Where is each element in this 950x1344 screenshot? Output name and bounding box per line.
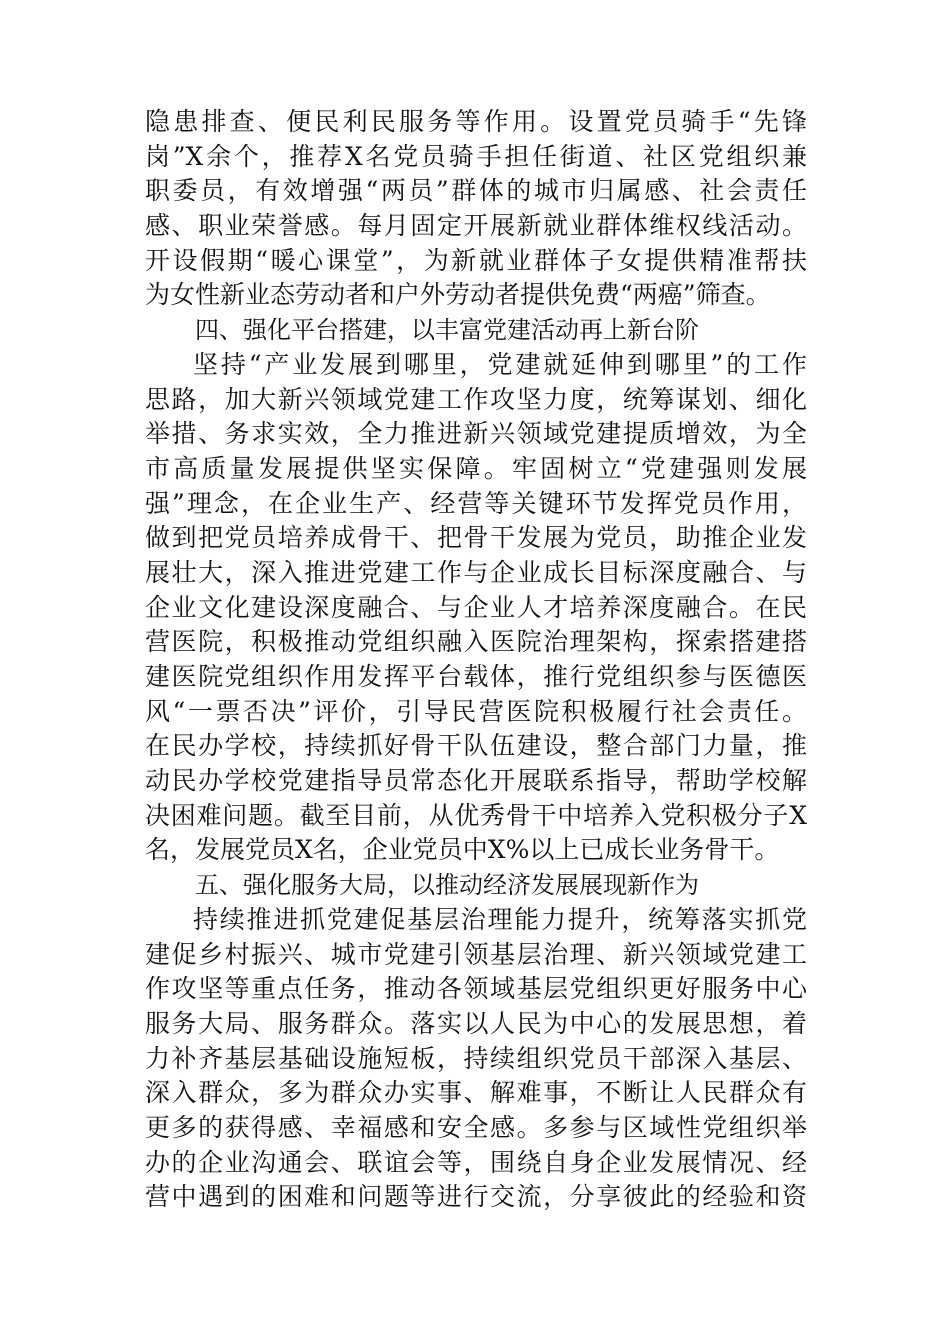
paragraph-1 xyxy=(145,105,807,313)
text-line: 名，发展党员X名，企业党员中X%以上已成长业务骨干。 xyxy=(145,835,780,865)
text-line: 作攻坚等重点任务，推动各领域基层党组织更好服务中心 xyxy=(145,974,807,1004)
text-line: 强”理念，在企业生产、经营等关键环节发挥党员作用， xyxy=(145,488,807,518)
text-line: 深入群众，多为群众办实事、解难事，不断让人民群众有 xyxy=(145,1078,807,1108)
text-line: 企业文化建设深度融合、与企业人才培养深度融合。在民 xyxy=(145,592,807,622)
document-body xyxy=(145,105,807,1215)
text-line: 风“一票否决”评价，引导民营医院积极履行社会责任。 xyxy=(145,696,807,726)
text-line: 感、职业荣誉感。每月固定开展新就业群体维权线活动。 xyxy=(145,211,807,241)
text-line: 坚持“产业发展到哪里，党建就延伸到哪里”的工作 xyxy=(193,349,807,379)
text-line: 隐患排查、便民利民服务等作用。设置党员骑手“先锋 xyxy=(145,107,807,136)
text-line: 决困难问题。截至目前，从优秀骨干中培养入党积极分子X xyxy=(145,800,807,830)
text-line: 展壮大，深入推进党建工作与企业成长目标深度融合、与 xyxy=(145,557,807,587)
text-line: 服务大局、服务群众。落实以人民为中心的发展思想，着 xyxy=(145,1008,807,1038)
text-line: 市高质量发展提供坚实保障。牢固树立“党建强则发展 xyxy=(145,453,807,483)
text-line: 力补齐基层基础设施短板，持续组织党员干部深入基层、 xyxy=(145,1043,807,1073)
paragraph-3 xyxy=(145,903,807,1215)
text-line: 建医院党组织作用发挥平台载体，推行党组织参与医德医 xyxy=(145,662,807,691)
section-heading-4: 四、强化平台搭建，以丰富党建活动再上新台阶 xyxy=(195,316,699,345)
text-line: 动民办学校党建指导员常态化开展联系指导，帮助学校解 xyxy=(145,766,807,796)
text-line: 思路，加大新兴领域党建工作攻坚力度，统筹谋划、细化 xyxy=(145,384,807,414)
text-line: 做到把党员培养成骨干、把骨干发展为党员，助推企业发 xyxy=(145,523,807,553)
text-line: 开设假期“暖心课堂”，为新就业群体子女提供精准帮扶 xyxy=(145,245,807,275)
section-heading-5: 五、强化服务大局，以推动经济发展展现新作为 xyxy=(195,871,699,900)
text-line: 职委员，有效增强“两员”群体的城市归属感、社会责任 xyxy=(145,176,807,206)
text-line: 持续推进抓党建促基层治理能力提升，统筹落实抓党 xyxy=(193,904,807,934)
text-line: 营医院，积极推动党组织融入医院治理架构，探索搭建搭 xyxy=(145,627,807,657)
text-line: 为女性新业态劳动者和户外劳动者提供免费“两癌”筛查。 xyxy=(145,280,771,310)
text-line: 办的企业沟通会、联谊会等，围绕自身企业发展情况、经 xyxy=(145,1147,807,1177)
text-line: 更多的获得感、幸福感和安全感。多参与区域性党组织举 xyxy=(145,1112,807,1142)
paragraph-2 xyxy=(145,348,807,868)
text-line: 在民办学校，持续抓好骨干队伍建设，整合部门力量，推 xyxy=(145,731,807,761)
text-line: 岗”X余个，推荐X名党员骑手担任街道、社区党组织兼 xyxy=(145,141,807,171)
text-line: 营中遇到的困难和问题等进行交流，分享彼此的经验和资 xyxy=(145,1182,807,1212)
text-line: 建促乡村振兴、城市党建引领基层治理、新兴领域党建工 xyxy=(145,939,807,969)
text-line: 举措、务求实效，全力推进新兴领域党建提质增效，为全 xyxy=(145,419,807,449)
